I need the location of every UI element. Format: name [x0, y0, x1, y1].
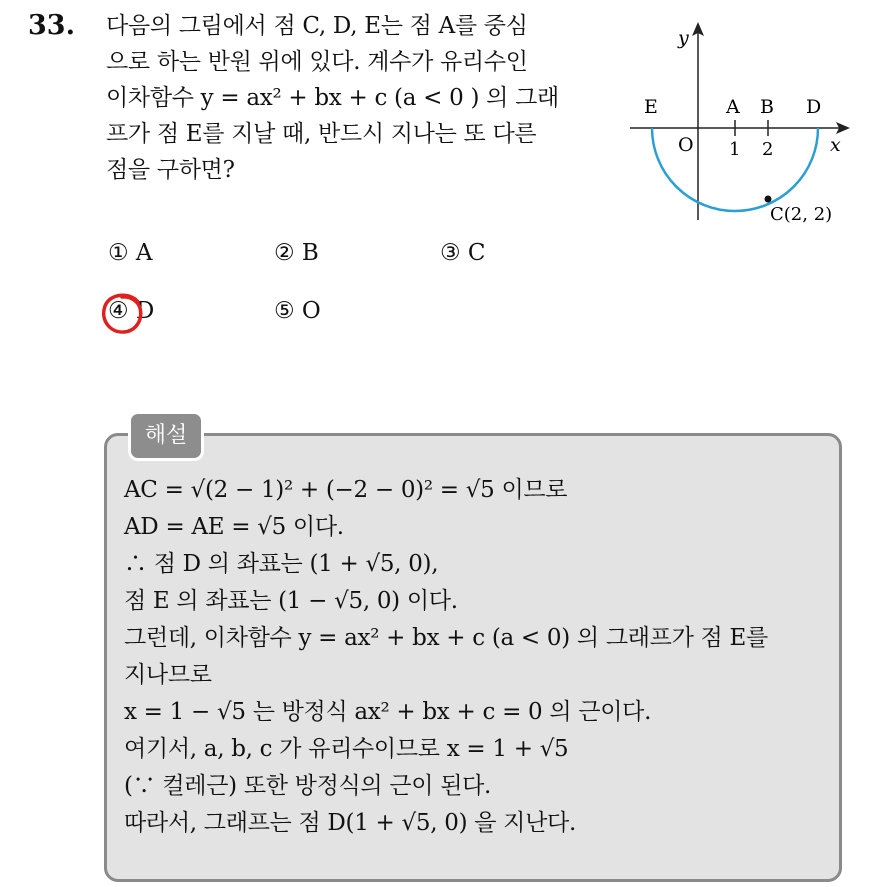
- point-a-label: A: [726, 96, 740, 118]
- choice-4[interactable]: ④ D: [108, 298, 155, 324]
- point-d-label: D: [806, 96, 822, 118]
- tick-1-label: 1: [729, 139, 741, 160]
- solution-line: 그런데, 이차함수 y = ax² + bx + c (a < 0) 의 그래프가 점 E를: [124, 625, 768, 651]
- point-c-dot: [765, 196, 772, 203]
- question-line: 점을 구하면?: [106, 157, 235, 183]
- solution-line: AC = √(2 − 1)² + (−2 − 0)² = √5 이므로: [124, 477, 568, 503]
- solution-line: 따라서, 그래프는 점 D(1 + √5, 0) 을 지난다.: [124, 810, 576, 836]
- question-line: 프가 점 E를 지날 때, 반드시 지나는 또 다른: [106, 121, 537, 147]
- semicircle-figure: [620, 20, 856, 230]
- choice-5[interactable]: ⑤ O: [274, 298, 321, 324]
- solution-line: 점 E 의 좌표는 (1 − √5, 0) 이다.: [124, 588, 458, 614]
- solution-line: ∴ 점 D 의 좌표는 (1 + √5, 0),: [124, 551, 439, 577]
- tick-2-label: 2: [762, 139, 774, 160]
- y-axis-label: y: [678, 27, 689, 49]
- origin-label: O: [678, 134, 694, 156]
- solution-line: x = 1 − √5 는 방정식 ax² + bx + c = 0 의 근이다.: [124, 699, 652, 725]
- solution-line: AD = AE = √5 이다.: [124, 514, 344, 540]
- solution-line: (∵ 컬레근) 또한 방정식의 근이 된다.: [124, 773, 492, 799]
- point-c-label: C(2, 2): [770, 204, 833, 225]
- question-line: 이차함수 y = ax² + bx + c (a < 0 ) 의 그래: [106, 85, 559, 111]
- x-axis-label: x: [830, 134, 841, 156]
- point-e-label: E: [644, 96, 658, 118]
- point-b-label: B: [760, 96, 774, 118]
- answer-circle-mark: [100, 290, 146, 336]
- question-text: [106, 8, 606, 188]
- solution-text: [124, 472, 834, 842]
- choice-2[interactable]: ② B: [274, 240, 319, 266]
- question-line: 다음의 그림에서 점 C, D, E는 점 A를 중심: [106, 13, 528, 39]
- solution-line: 여기서, a, b, c 가 유리수이므로 x = 1 + √5: [124, 736, 569, 762]
- choice-1[interactable]: ① A: [108, 240, 153, 266]
- question-number: 33.: [28, 10, 75, 41]
- question-line: 으로 하는 반원 위에 있다. 계수가 유리수인: [106, 49, 528, 75]
- solution-label: 해설: [128, 411, 204, 461]
- choice-3[interactable]: ③ C: [440, 240, 486, 266]
- solution-line: 지나므로: [124, 662, 212, 688]
